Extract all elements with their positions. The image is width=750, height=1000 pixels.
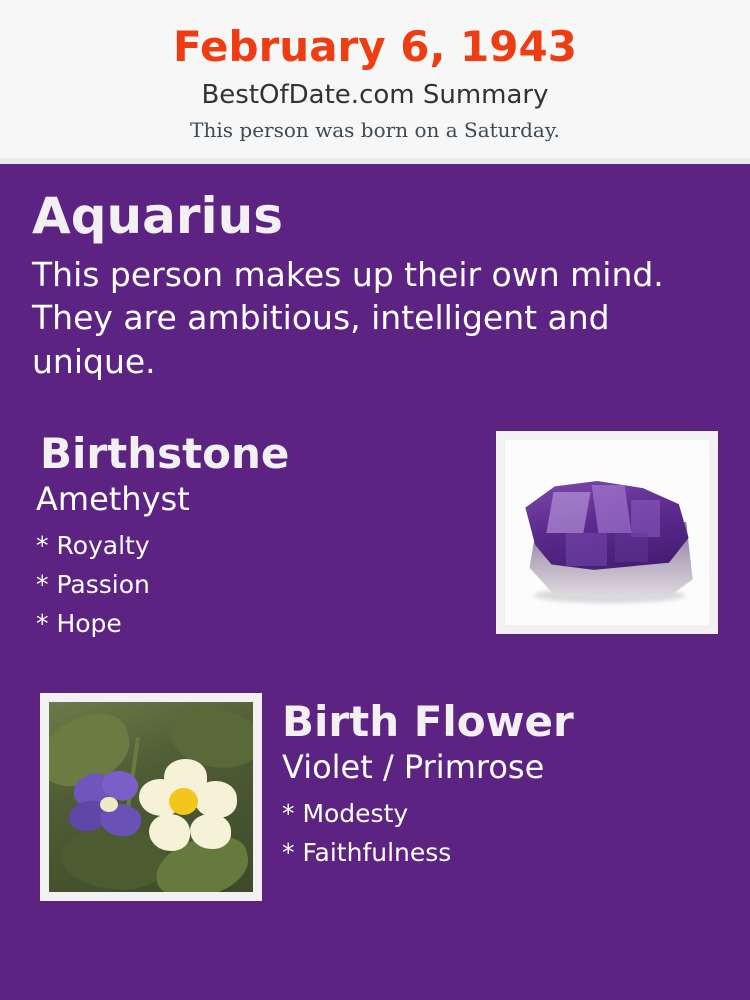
born-day-note: This person was born on a Saturday. [190, 118, 560, 143]
birth-flower-traits [282, 794, 718, 872]
site-summary-label: BestOfDate.com Summary [201, 80, 549, 111]
birthstone-title: Birthstone [40, 429, 290, 479]
birthstone-text [32, 431, 472, 642]
list-item: * Passion [36, 569, 150, 599]
flower-photo-frame [40, 693, 262, 901]
zodiac-section [32, 187, 718, 383]
zodiac-sign-title: Aquarius [32, 187, 283, 246]
birth-flower-text [282, 693, 718, 871]
violet-primrose-photo [49, 702, 253, 892]
list-item: * Hope [36, 608, 122, 638]
birth-flower-section [32, 693, 718, 903]
birth-flower-name: Violet / Primrose [282, 747, 545, 786]
birthstone-traits [32, 526, 472, 643]
list-item: * Modesty [282, 798, 409, 828]
list-item: * Royalty [36, 530, 150, 560]
amethyst-crystal-photo [505, 440, 709, 625]
birthstone-section [32, 431, 718, 651]
birthstone-name: Amethyst [36, 479, 190, 518]
amethyst-photo-frame [496, 431, 718, 634]
birth-flower-title: Birth Flower [282, 697, 574, 747]
zodiac-description: This person makes up their own mind. They are ambitious, intelligent and unique. [32, 254, 664, 381]
card-body [0, 164, 750, 1000]
card-header [0, 0, 750, 164]
page-title: February 6, 1943 [173, 22, 577, 71]
list-item: * Faithfulness [282, 837, 452, 867]
